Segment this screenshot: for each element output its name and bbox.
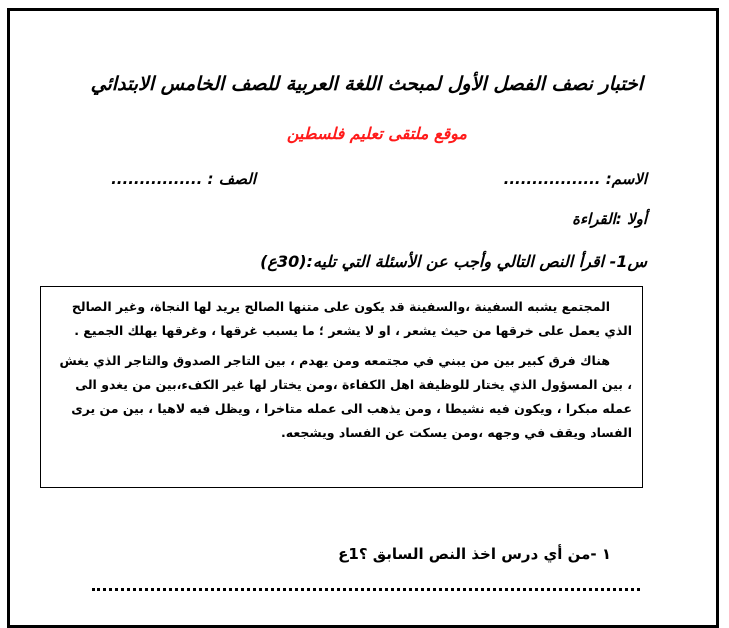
- reading-passage-box: [40, 286, 643, 488]
- site-name: موقع ملتقى تعليم فلسطين: [286, 124, 467, 143]
- passage-paragraph-2: هناك فرق كبير بين من يبني في مجتمعه ومن يهدم ، بين التاجر الصدوق والتاجر الذي يغش ، بين المسؤول الذي يختار للوظيفة اهل الكفاءة ،ومن يختار لها غير الكفء،بين من يغدو الى عمله مبكرا ، ويكون فيه نشيطا ، ومن يذهب الى عمله متاخرا ، ويظل فيه لاهيا ، بين من يرى الفساد ويقف في وجهه ،ومن يسكت عن الفساد ويشجعه.: [59, 353, 632, 440]
- passage-paragraph-1: المجتمع يشبه السفينة ،والسفينة قد يكون على متنها الصالح يريد لها النجاة، وغير الصالح الذي يعمل على خرقها من حيث يشعر ، او لا يشعر ؛ ما يسبب غرقها ، وغرقها يهلك الجميع .: [71, 299, 632, 338]
- exam-title: اختبار نصف الفصل الأول لمبحث اللغة العربية للصف الخامس الابتدائي: [90, 73, 643, 95]
- student-class-field: الصف : ................: [111, 170, 256, 188]
- student-name-field: الاسم: .................: [503, 170, 647, 188]
- answer-line: [92, 588, 640, 591]
- question-heading: س1- اقرأ النص التالي وأجب عن الأسئلة التي تليه:(30ع): [260, 252, 647, 271]
- question-1: ١ -من أي درس اخذ النص السابق ؟1ع: [338, 545, 611, 563]
- section-heading: أولا :القراءة: [572, 210, 647, 228]
